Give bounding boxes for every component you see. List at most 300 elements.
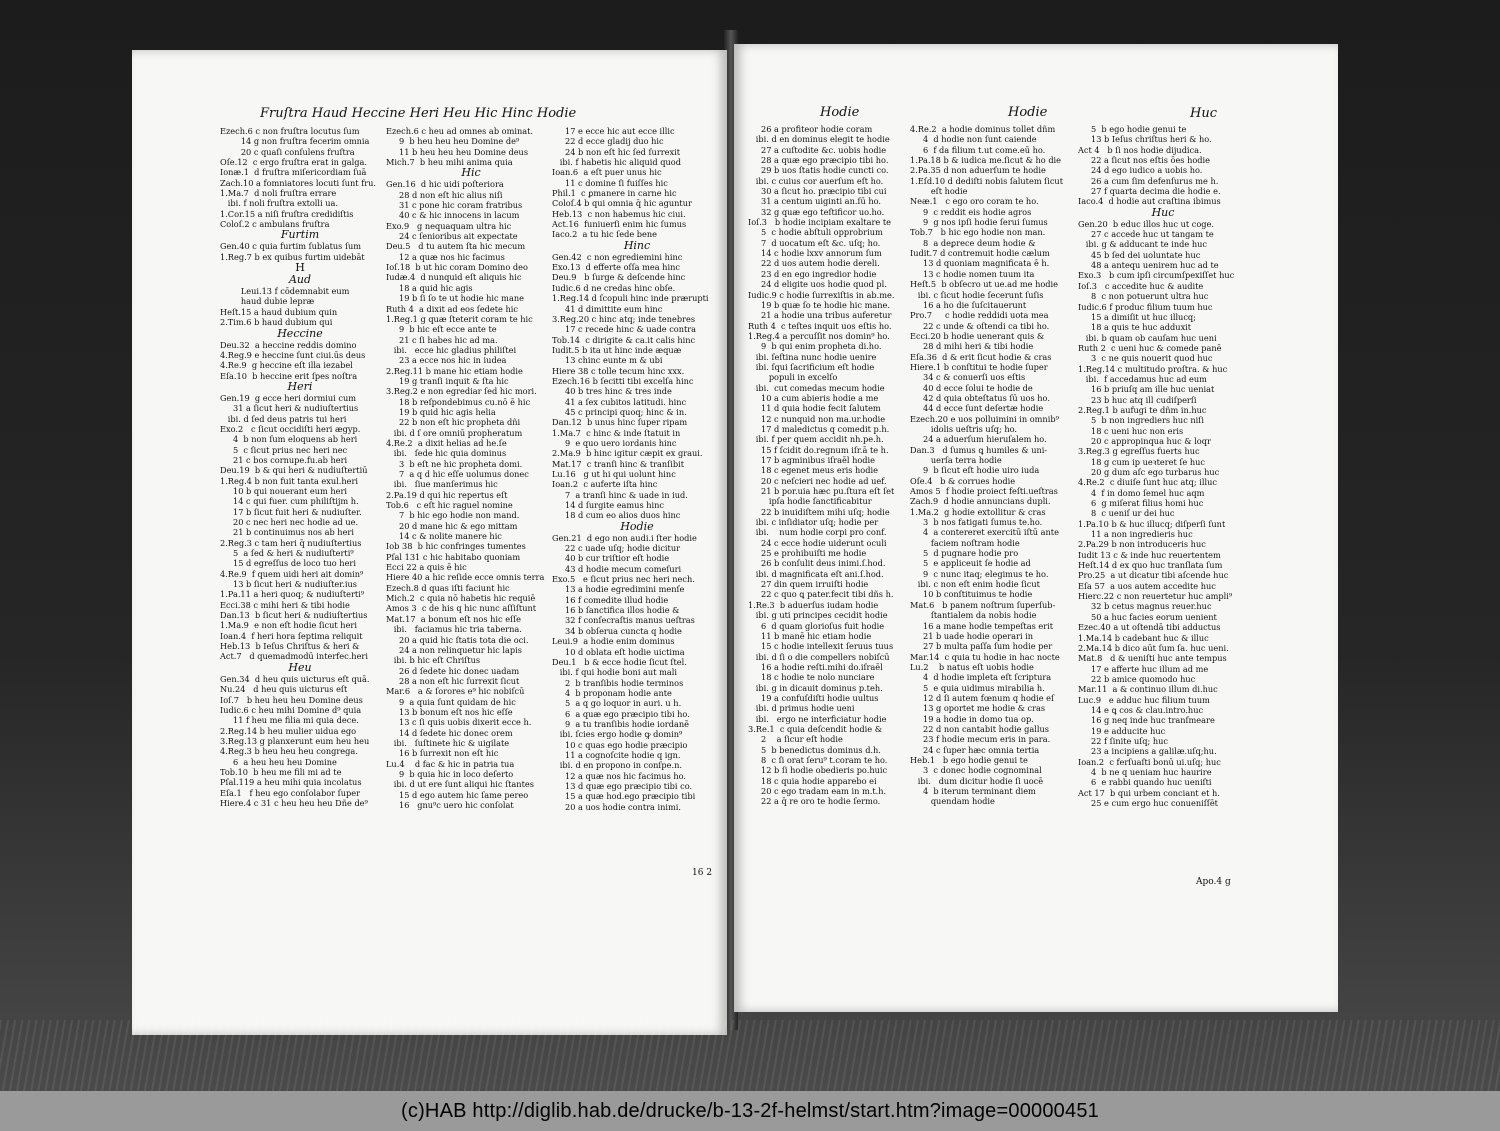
concordance-line: Iudit 13 c & inde huc reuertentem <box>1078 549 1221 560</box>
concordance-line: Gen.34 d heu quis uicturus eſt quā. <box>220 673 370 684</box>
concordance-line: ipſa hodie ſanctificabitur <box>748 496 872 507</box>
concordance-line: 1.Ma.2 g hodie extollitur & cras <box>910 506 1046 517</box>
concordance-line: 20 c ego tradam eam in m.t.h. <box>748 786 887 796</box>
concordance-line: 16 b priuſq am ille huc ueniat <box>1078 384 1215 395</box>
concordance-line: Act.7 d quemadmodū interfec.heri <box>220 651 368 662</box>
concordance-line: 16 b ſurrexit non eſt hic <box>386 748 499 759</box>
concordance-line: Ruth 4 a dixit ad eos ſedete hic <box>386 303 518 314</box>
concordance-line: 11 d quia hodie fecit ſalutem <box>748 403 881 414</box>
concordance-line: Ecci.20 b hodie uenerant quis & <box>910 330 1045 341</box>
concordance-line: 26 a profiteor hodie coram <box>748 124 873 134</box>
concordance-line: 20 a quid hic ſtatis tota die oci. <box>386 634 529 645</box>
concordance-line: 5 b non ingrediers huc niſi <box>1078 415 1204 426</box>
concordance-line: 2.Pa.19 d qui hic repertus eſt <box>386 489 508 500</box>
concordance-line: Dan.3 d ſumus ꝗ humiles & uni- <box>910 444 1048 455</box>
concordance-line: 11 a cognoſcite hodie q ign. <box>552 749 681 760</box>
concordance-line: 23 a incipiens a galilæ.uſq;hu. <box>1078 746 1217 757</box>
concordance-line: 22 c unde & oſtendi ca tibi ho. <box>910 320 1050 331</box>
concordance-line: 4 d hodie impleta eſt ſcriptura <box>910 672 1052 683</box>
concordance-line: ibi. f noli fruſtra extolli ua. <box>220 198 338 209</box>
concordance-line: 44 d ecce ſunt deſertæ hodie <box>910 403 1044 414</box>
concordance-line: 6 a heu heu heu Domine <box>220 756 337 767</box>
concordance-line: 21 b uade hodie operari in <box>910 630 1034 641</box>
concordance-line: ibi. faciamus hic tria taberna. <box>386 624 522 635</box>
concordance-line: 5 b ego hodie genui te <box>1078 124 1187 134</box>
concordance-line: 13 d quoniam magnificata ē h. <box>910 258 1050 269</box>
concordance-line: Leui.13 f cōdemnabit eum <box>220 286 350 297</box>
concordance-line: ibi. f per quem accidit nh.pe.h. <box>748 434 884 445</box>
concordance-line: Lu.2 b natus eſt uobis hodie <box>910 661 1034 672</box>
concordance-line: 27 c accede huc ut tangam te <box>1078 229 1214 240</box>
concordance-line: Hierc.22 c non reuertetur huc ampli⁹ <box>1078 591 1233 602</box>
concordance-line: Deu.19 b & qui heri & nudiuſtertiū <box>220 465 368 476</box>
concordance-line: 2.Reg.1 b aufugi te dñm in.huc <box>1078 404 1207 415</box>
concordance-line: ibi. ſiue manſerimus hic <box>386 479 498 490</box>
concordance-line: 18 c egenet meus eris hodie <box>748 465 878 476</box>
concordance-line: 21 c ſi habes hic ad ma. <box>386 334 498 345</box>
concordance-line: 3 c ne quis nouerit quod huc <box>1078 353 1213 364</box>
concordance-line: 16 a mane hodie tempeſtas erit <box>910 620 1054 631</box>
concordance-line: 5 d pugnare hodie pro <box>910 548 1019 559</box>
concordance-line: ibi. f qui hodie boni aut mali <box>552 667 677 678</box>
concordance-line: 16 a hodie reſti.mihi do.iſraēl <box>748 661 883 672</box>
concordance-line: Iaco.4 d hodie aut craſtina ibimus <box>1078 196 1221 207</box>
concordance-line: Deu.32 a heccine reddis domino <box>220 339 357 350</box>
concordance-line: Iudit.5 b ita ut hinc inde æquæ <box>552 344 682 355</box>
concordance-line: 3 c donec hodie cognominal <box>910 765 1042 776</box>
concordance-line: Mat.6 b panem noſtrum ſuperſub- <box>910 599 1056 610</box>
concordance-line: 22 b non eſt hic propheta dñi <box>386 417 521 428</box>
concordance-line: Ezech.16 b ſecitti tibi excelſa hinc <box>552 375 694 386</box>
concordance-line: Coloſ.2 c ambulans fruſtra <box>220 219 330 230</box>
concordance-line: 1.Eſd.10 d dediſti nobis ſalutem ſicut <box>910 175 1063 186</box>
concordance-line: 13 c ſi quis uobis dixerit ecce h. <box>386 717 532 728</box>
concordance-line: Exo.3 b cum ipſi circumſpexiſſet huc <box>1078 270 1235 281</box>
concordance-line: Ezec.40 a ut oſtendā tibi adductus <box>1078 622 1221 633</box>
concordance-line: 23 d en ego ingredior hodie <box>748 268 877 279</box>
concordance-line: ibi. f accedamus huc ad eum <box>1078 373 1207 384</box>
concordance-line: 48 a antequ uenirem huc ad te <box>1078 260 1219 271</box>
concordance-line: 9 e quo uero iordanis hinc <box>552 437 677 448</box>
concordance-line: Neæ.1 c ego oro coram te ho. <box>910 196 1039 207</box>
concordance-line: Gen.16 d hic uidi poſteriora <box>386 179 504 190</box>
concordance-line: 1.Reg.1 g quæ ſteterit coram te hic <box>386 313 533 324</box>
concordance-line: 15 a quæ hod.ego præcipio tibi <box>552 791 696 802</box>
concordance-line: Deu.5 d tu autem ſta hic mecum <box>386 241 526 252</box>
concordance-line: 4.Re.9 g heccine eſt illa iezabel <box>220 360 353 371</box>
concordance-line: Ioſ.3 b hodie incipiam exaltare te <box>748 217 892 228</box>
concordance-line: ibi. g in dicauit dominus p.teh. <box>748 682 883 693</box>
concordance-line: 15 d ego autem hic ſame pereo <box>386 789 529 800</box>
concordance-line: 12 d ſi autem fœnum q hodie eſ <box>910 692 1055 703</box>
concordance-line: 13 b bonum eſt nos hic eſſe <box>386 706 513 717</box>
concordance-line: 4.Reg.9 e heccine ſunt ciui.ūs deus <box>220 349 366 360</box>
concordance-line: Hiere.1 b conſtitui te hodie ſuper <box>910 361 1048 372</box>
concordance-line: Ruth 4 c teſtes inquit uos eſtis ho. <box>748 320 892 331</box>
concordance-line: 28 d mihi heri & tibi hodie <box>910 341 1034 352</box>
concordance-line: Eſa.36 d & erit ſicut hodie & cras <box>910 351 1052 362</box>
concordance-line: Heb.13 b Ieſus Chriſtus & heri & <box>220 641 360 652</box>
column-section-heading: Hinc <box>623 239 651 252</box>
concordance-line: Zach.9 d hodie annuncians dupli. <box>910 496 1051 507</box>
concordance-line: 6 a quæ ego præcipio tibi ho. <box>552 708 690 719</box>
concordance-line: Pſal 131 c hic habitabo quoniam <box>386 551 521 562</box>
concordance-line: 2.Pa.35 d non aduerſum te hodie <box>910 165 1046 176</box>
concordance-line: 13 g oportet me hodie & cras <box>910 703 1046 714</box>
concordance-line: Heſt.15 a haud dubium quin <box>220 306 338 317</box>
left-page-number: 16 2 <box>692 868 713 878</box>
concordance-line: 1.Pa.18 b & iudica me.ſicut & ho die <box>910 155 1062 166</box>
column-section-heading: Huc <box>1151 206 1175 219</box>
concordance-line: 21 b continuimus nos ab heri <box>220 527 354 538</box>
concordance-line: Ioan.6 a eſt puer unus hic <box>552 167 662 178</box>
concordance-line: 3 b nos fatigati ſumus te.ho. <box>910 517 1043 528</box>
right-page <box>734 44 1338 1012</box>
concordance-line: 18 c hodie te nolo nunciare <box>748 672 875 683</box>
concordance-line: 1.Cor.15 a niſi fruſtra credidiſtis <box>220 208 354 219</box>
concordance-line: 4.Re.9 f quem uidi heri ait domin⁹ <box>220 568 364 579</box>
column-section-heading: Aud <box>288 274 312 287</box>
concordance-line: 4 b ne q ueniam huc haurire <box>1078 766 1212 777</box>
concordance-line: Lu.16 g ut hi qui uolunt hinc <box>552 469 676 479</box>
concordance-line: Mich.7 b heu mihi anima quia <box>386 157 513 168</box>
concordance-line: 2.Pa.29 b non introduceris huc <box>1078 539 1206 550</box>
concordance-line: 28 d non eſt hic alius niſi <box>386 189 503 200</box>
concordance-line: ibi. f habetis hic aliquid quod <box>552 157 681 168</box>
concordance-line: 7 a tranſi hinc & uade in iud. <box>552 489 688 500</box>
concordance-line: 10 b conſtituimus te hodie <box>910 589 1033 600</box>
concordance-line: 9 c nunc itaq; elegimus te ho. <box>910 568 1049 579</box>
concordance-line: ibi. ſcies ergo hodie ꝙ domin⁹ <box>552 729 683 740</box>
concordance-line: 22 d non cantabit hodie gallus <box>910 723 1049 734</box>
concordance-line: 9 g nos ipſi hodie ſerui ſumus <box>910 217 1048 228</box>
concordance-line: 22 d ecce gladij duo hic <box>552 136 664 147</box>
column-section-heading: H <box>295 262 305 275</box>
concordance-line: Heſt.14 d ex quo huc tranſlata ſum <box>1078 560 1223 571</box>
concordance-line: 11 b heu heu heu Domine deus <box>386 146 529 157</box>
concordance-line: Gen.21 d ego non audi.i ſter hodie <box>552 532 697 543</box>
concordance-line: 2.Reg.11 b mane hic etiam hodie <box>386 365 523 376</box>
concordance-line: Gen.40 c quia furtim ſublatus ſum <box>220 241 362 252</box>
concordance-line: 27 din quem irruiſti hodie <box>748 579 869 590</box>
scan-table-edge <box>0 1020 1500 1091</box>
concordance-line: 17 e afferte huc illum ad me <box>1078 663 1209 674</box>
concordance-line: ibi. ecce hic gladius philiſtei <box>386 344 517 355</box>
concordance-line: ibi. d primus hodie ueni <box>748 703 855 714</box>
concordance-line: 6 d quam glorioſus fuit hodie <box>748 620 885 631</box>
concordance-line: Iudit.7 d contremuit hodie cælum <box>910 248 1050 259</box>
concordance-line: 22 b inuidiſtem mihi uſq; hodie <box>748 506 890 517</box>
concordance-line: Ioan.4 f heri hora ſeptima reliquit <box>220 630 363 641</box>
concordance-line: 20 c neſcieri nec hodie ad uef. <box>748 475 887 486</box>
concordance-line: 22 a ſicut nos eſtis ōes hodie <box>1078 155 1210 166</box>
concordance-line: 4 f in domo ſemel huc aqm <box>1078 487 1205 498</box>
concordance-line: 31 a ſicut heri & nudiuſtertius <box>220 403 359 414</box>
concordance-line: 13 d quæ ego præcipio tibi co. <box>552 780 693 791</box>
concordance-line: 14 c hodie lxxv annorum ſum <box>748 248 882 259</box>
concordance-line: Ecci 22 a quis ē hic <box>386 562 467 573</box>
concordance-line: 24 a aduerſum hieruſalem ho. <box>910 434 1047 445</box>
concordance-line: 9 b quia hic in loco deſerto <box>386 768 514 779</box>
concordance-line: 13 a hodie egredimini menſe <box>552 584 685 595</box>
concordance-line: 40 d ecce ſolui te hodie de <box>910 382 1033 393</box>
concordance-line: 10 b qui nouerant eum heri <box>220 485 348 496</box>
concordance-line: 22 c quo ꝗ pater.fecit tibi dñs h. <box>748 589 894 600</box>
concordance-line: 18 b reſpondebimus cu.nō ē hic <box>386 396 531 407</box>
concordance-line: 19 b quæ ſo te hodie hic mane. <box>748 299 890 310</box>
concordance-line: Lu.4 d fac & hic in patria tua <box>386 758 515 769</box>
concordance-line: 4 d hodie non ſunt caiende <box>910 134 1037 145</box>
concordance-line: 22 c uade uſq; hodie dicitur <box>552 543 681 554</box>
concordance-line: 20 d mane hic & ego mittam <box>386 520 518 531</box>
concordance-line: 40 c & hic innocens in lacum <box>386 210 520 221</box>
concordance-line: 13 c hodie nomen tuum ita <box>910 268 1035 279</box>
concordance-line: 3.Reg.3 g egreſſus fuerts huc <box>1078 446 1200 457</box>
concordance-line: 24 b non eſt hic ſed ſurrexit <box>552 146 681 157</box>
concordance-line: 45 b ſed dei uoluntate huc <box>1078 249 1201 260</box>
concordance-line: Luc.9 e adduc huc filium tuum <box>1078 694 1210 705</box>
concordance-line: 8 c non potuerunt ultra huc <box>1078 291 1209 302</box>
concordance-line: 40 b tres hinc & tres inde <box>552 386 672 397</box>
concordance-line: 15 f ſcidit do.regnum iſr.ā te h. <box>748 444 889 455</box>
concordance-line: 15 d egreſſus de loco tuo heri <box>220 558 356 569</box>
concordance-line: ibi. d en dominus elegit te hodie <box>748 134 890 145</box>
concordance-line: 3 b eſt ne hic propheta domi. <box>386 458 523 469</box>
concordance-line: 7 d uocatum eſt &c. uſq; ho. <box>748 237 881 248</box>
concordance-line: 1.Pa.11 a heri quoq; & nudiuſterti⁹ <box>220 589 365 600</box>
concordance-line: Ezech.8 d quas iſti faciunt hic <box>386 582 510 593</box>
concordance-line: 1.Reg.4 a percuſſit nos domin⁹ ho. <box>748 330 890 341</box>
concordance-line: 25 e cum ergo huc conueniſſēt <box>1078 798 1218 808</box>
concordance-line: 2.Ma.14 b dico aūt ſum ſa. huc ueni. <box>1078 642 1229 653</box>
concordance-line: Pſal.119 a heu mihi quia incolatus <box>220 777 362 788</box>
concordance-line: 7 a q d hic eſſe uolumus donec <box>386 469 529 479</box>
concordance-line: Eſa.1 f heu ego conſolabor ſuper <box>220 787 360 798</box>
concordance-line: ibi. c non eſt enim hodie ſicut <box>910 579 1040 590</box>
concordance-line: 1.Ma.14 b cadebant huc & illuc <box>1078 632 1209 643</box>
concordance-line: 19 b ſi ſo te ut hodie hic mane <box>386 293 524 304</box>
concordance-line: 15 a dimiſit ut huc illucq; <box>1078 311 1196 322</box>
concordance-line: Ezech.6 c non fruſtra locutus ſum <box>220 126 360 136</box>
concordance-line: 16 b ſanctifica illos hodie & <box>552 605 680 616</box>
concordance-line: 2 b tranſibis hodie terminos <box>552 677 684 688</box>
concordance-line: Act.16 funiuerſi enim hic ſumus <box>552 219 687 230</box>
concordance-line: 3.Reg.13 g planxerunt eum heu heu <box>220 735 370 746</box>
concordance-line: 19 g tranſi inquit & ſta hic <box>386 375 509 386</box>
concordance-line: ibi. ſuſtinete hic & uigilate <box>386 737 510 748</box>
concordance-line: 2.Tim.6 b haud dubium qui <box>220 317 333 328</box>
concordance-line: 1.Ma.9 e non eſt hodie ſicut heri <box>220 620 357 631</box>
concordance-line: 21 b por.uia hæc pu.ſtura eſt ſet <box>748 486 895 497</box>
concordance-line: Mar.6 a & ſorores e⁹ hic nobiſcū <box>386 686 525 697</box>
concordance-line: Ioan.2 c auferte iſta hinc <box>552 479 658 490</box>
concordance-line: ibi. num hodie corpi pro conf. <box>748 527 887 538</box>
right-page-signature: Apo.4 g <box>1196 877 1231 887</box>
concordance-line: ſtantialem da nobis hodie <box>910 610 1037 621</box>
concordance-line: 16 a ho die ſuſcitauerunt <box>910 299 1027 310</box>
concordance-line: 1.Reg.4 b non fuit tanta exul.heri <box>220 475 359 486</box>
concordance-line: 1.Ma.7 c hinc & inde ſtatuit in <box>552 427 681 438</box>
concordance-line: ibi. dum dicitur hodie ſi uocē <box>910 775 1044 786</box>
concordance-line: ibi. ſede hic quia dominus <box>386 448 507 459</box>
concordance-line: 5 c hodie abſtuli opprobrium <box>748 227 883 238</box>
concordance-line: 4.Re.2 c diuiſe ſunt huc atq; illuc <box>1078 477 1217 488</box>
concordance-line: 10 d oblata eſt hodie uictima <box>552 646 685 657</box>
concordance-line: uerſa terra hodie <box>910 455 1002 465</box>
left-column-3 <box>552 126 722 812</box>
concordance-line: 18 g cum ip ueꝛteret ſe huc <box>1078 456 1205 467</box>
concordance-line: Gen.19 g ecce heri dormiui cum <box>220 392 357 403</box>
concordance-line: 50 a huc facies eorum uenient <box>1078 611 1217 622</box>
concordance-line: 12 b ſi hodie obedieris po.huic <box>748 765 888 776</box>
concordance-line: Eſa 57 a uos autem accedite huc <box>1078 580 1216 591</box>
concordance-line: 19 a confuſdiſti hodie uultus <box>748 692 879 703</box>
concordance-line: 13 chinc eunte m & ubi <box>552 355 663 366</box>
concordance-line: 9 b ſicut eſt hodie uiro iuda <box>910 465 1040 476</box>
concordance-line: ibi. b quam ob cauſam huc ueni <box>1078 332 1217 343</box>
concordance-line: 2.Reg.14 b heu mulier uidua ego <box>220 725 357 736</box>
concordance-line: Ecci.38 c mihi heri & tibi hodie <box>220 599 350 610</box>
concordance-line: 13 b ſicut heri & nudiuſter.ius <box>220 579 357 590</box>
concordance-line: Ezech.6 c heu ad omnes ab ominat. <box>386 126 534 136</box>
concordance-line: Dan.12 b unus hinc ſuper ripam <box>552 417 688 428</box>
concordance-line: ibi. ſeſtina nunc hodie uenire <box>748 351 877 362</box>
concordance-line: 14 d ſedete hic donec orem <box>386 727 513 738</box>
concordance-line: Act 17 b qui urbem conciant et h. <box>1078 787 1220 798</box>
concordance-line: Ionæ.1 d fruſtra miſericordiam ſuā <box>220 167 367 178</box>
concordance-line: Tob.7 b hic ego hodie non man. <box>910 227 1046 238</box>
concordance-line: Iaco.2 a tu hic ſede bene <box>552 229 658 240</box>
right-header-2: Hodie <box>1008 105 1048 120</box>
concordance-line: Heb.1 b ego hodie genui te <box>910 754 1028 765</box>
concordance-line: 31 c pone hic coram fratribus <box>386 200 523 211</box>
concordance-line: Exo.13 d efferte oſſa mea hinc <box>552 262 680 273</box>
right-header-1: Hodie <box>820 105 860 120</box>
column-section-heading: Heccine <box>277 327 323 340</box>
copyright-footer <box>0 1091 1500 1131</box>
concordance-line: 1.Reg.14 c multitudo proſtra. & huc <box>1078 363 1228 374</box>
concordance-line: Gen.42 c non egrediemini hinc <box>552 251 683 262</box>
footer-url-text: (c)HAB http://diglib.hab.de/drucke/b-13-2f-helmst/start.htm?image=00000451 <box>401 1100 1099 1122</box>
concordance-line: 18 c ueni huc non eris <box>1078 425 1184 436</box>
concordance-line: 20 c appropinqua huc & loqr <box>1078 435 1211 446</box>
left-page-header: Fruſtra Haud Heccine Heri Heu Hic Hinc Hodie <box>260 106 577 121</box>
concordance-line: 2.Ma.9 b hinc igitur cæpit ex graui. <box>552 448 703 459</box>
concordance-line: Exo.9 g nequaquam ultra hic <box>386 220 512 231</box>
concordance-line: 25 e prohibuiſti me hodie <box>748 548 867 559</box>
concordance-line: faciem noſtram hodie <box>910 537 1020 548</box>
concordance-line: 4 b iterum terminant diem <box>910 786 1036 796</box>
concordance-line: 24 c ecce hodie uiderunt oculi <box>748 537 887 548</box>
concordance-line: 2 a ſicur eſt hodie <box>748 734 843 745</box>
concordance-line: Mar.14 c quia tu hodie in hac nocte <box>910 651 1060 662</box>
concordance-line: Iudic.9 c hodie ſurrexiſtis in ab.me. <box>748 289 895 300</box>
concordance-line: Eſa.10 b heccine erit ſpes noſtra <box>220 370 358 381</box>
concordance-line: 1.Ma.7 d noli fruſtra errare <box>220 188 337 199</box>
concordance-line: 30 a ſicut ho. præcipio tibi cui <box>748 186 887 197</box>
concordance-line: 22 b amice quomodo huc <box>1078 673 1196 684</box>
concordance-line: 23 f hodie mecum eris in para. <box>910 734 1051 745</box>
concordance-line: Iudæ.4 d nunquid eſt aliquis hic <box>386 272 522 283</box>
concordance-line: 7 b hic ego hodie non mand. <box>386 510 520 521</box>
concordance-line: Gen.20 b educ illos huc ut coge. <box>1078 218 1214 229</box>
concordance-line: 20 c nec heri nec hodie ad ue. <box>220 517 359 527</box>
concordance-line: ibi. d ut ere ſunt aliqui hic ſtantes <box>386 779 534 790</box>
concordance-line: 31 a centum uiginti an.ſū ho. <box>748 196 882 207</box>
concordance-line: 41 a ſex cubitos latitudi. hinc <box>552 396 687 407</box>
concordance-line: 17 b ſicut fuit heri & nudiuſter. <box>220 506 362 517</box>
concordance-line: 12 a quæ nos hic facimus ho. <box>552 770 687 781</box>
concordance-line: 9 b qui enim propheta di.ho. <box>748 341 882 352</box>
concordance-line: 10 c quas ego hodie præcipio <box>552 739 688 750</box>
concordance-line: 14 e ꝗ cos & clau.intro.huc <box>1078 704 1204 715</box>
concordance-line: 18 d cum eo alios duos hinc <box>552 510 681 521</box>
concordance-line: Phil.1 c ꝑmanere in carne hic <box>552 188 677 199</box>
concordance-line: ibi. c ſicut hodie ſecerunt ſuſis <box>910 289 1044 300</box>
concordance-line: 1.Reg.7 b ex quibus furtim uidebāt <box>220 251 365 262</box>
concordance-line: 22 d uos autem hodie dereli. <box>748 258 880 269</box>
concordance-line: eſt hodie <box>910 186 968 197</box>
concordance-line: Mat.8 d & ueniſti huc ante tempus <box>1078 653 1227 664</box>
concordance-line: Leui.9 a hodie enim dominus <box>552 636 675 647</box>
concordance-line: 8 c ueniſ ur dei huc <box>1078 508 1175 519</box>
concordance-line: 45 c principi quoq; hinc & in. <box>552 406 687 417</box>
concordance-line: 15 c hodie intellexit ſeruus tuus <box>748 641 894 652</box>
concordance-line: Nu.24 d heu quis uicturus eſt <box>220 684 348 695</box>
concordance-line: 17 d maledictus q comedit p.h. <box>748 423 890 434</box>
column-section-heading: Heu <box>288 661 312 674</box>
concordance-line: ibi. d ſed deus patris tui heri <box>220 413 347 424</box>
concordance-line: Mar.11 a & continuo illum di.huc <box>1078 684 1218 695</box>
concordance-line: Exo.2 c ſicut occidiſti heri ægyp. <box>220 423 361 434</box>
concordance-line: Coloſ.4 b qui omnia q̄ hic aguntur <box>552 198 692 209</box>
concordance-line: 26 a cum ſim defenſurus me h. <box>1078 175 1219 186</box>
concordance-line: 12 c nunquid non ma.ur.hodie <box>748 413 886 424</box>
concordance-line: Tob.6 c eſt hic raguel nomine <box>386 500 513 511</box>
concordance-line: Tob.14 c dirigite & ca.it calis hinc <box>552 334 696 345</box>
concordance-line: 14 g non fruſtra fecerim omnia <box>220 136 370 147</box>
concordance-line: 9 b hic eſt ecce ante te <box>386 324 497 335</box>
concordance-line: Zach.10 a fomniatores locuti ſunt fru. <box>220 177 377 188</box>
concordance-line: Iudic.6 f produc filium tuum huc <box>1078 301 1213 312</box>
concordance-line: Heb.13 c non habemus hic ciui. <box>552 208 686 219</box>
concordance-line: Ruth 2 c ueni huc & comede panē <box>1078 342 1222 353</box>
concordance-line: ibi. d ſ ore omniū propheratum <box>386 427 523 438</box>
column-section-heading: Furtim <box>280 229 320 242</box>
concordance-line: 12 a quæ nos hic facimus <box>386 251 505 262</box>
concordance-line: ibi. c cuius cor auerſum eſt ho. <box>748 175 884 186</box>
concordance-line: 23 a ecce nos hic in iudea <box>386 355 507 366</box>
concordance-line: Hiere 40 a hic reſide ecce omnis terra <box>386 572 545 583</box>
concordance-line: Tob.10 b heu me fili mi ad te <box>220 766 342 777</box>
concordance-line: 24 d eligite uos hodie quod pl. <box>748 279 887 290</box>
concordance-line: 28 a quæ ego præcipio tibi ho. <box>748 155 889 166</box>
concordance-line: 29 b uos ſtatis hodie cuncti co. <box>748 165 889 176</box>
concordance-line: ibi. cut comedas mecum hodie <box>748 382 885 393</box>
concordance-line: 34 c & conuerſi uos eſtis <box>910 372 1026 383</box>
concordance-line: ibi. ergo ne interficiatur hodie <box>748 713 887 724</box>
concordance-line: 21 a hodie una tribus auferetur <box>748 310 892 321</box>
concordance-line: 20 c quaſi conſulens fruſtra <box>220 146 355 157</box>
concordance-line: 4.Reg.3 b heu heu heu congrega. <box>220 746 358 757</box>
concordance-line: 32 f conſecraſtis manus ueſtras <box>552 615 695 626</box>
concordance-line: 3.Reg.20 c hinc atq; inde tenebres <box>552 313 696 324</box>
concordance-line: 40 b cur triſtior eſt hodie <box>552 553 670 564</box>
concordance-line: Act 4 b ſi nos hodie dijudica. <box>1078 144 1202 155</box>
concordance-line: ibi. b hic eſt Chriſtus <box>386 655 481 666</box>
concordance-line: Oſe.12 c ergo fruſtra erat in galga. <box>220 157 367 168</box>
concordance-line: 3.Re.1 c quia deſcendit hodie & <box>748 723 883 734</box>
